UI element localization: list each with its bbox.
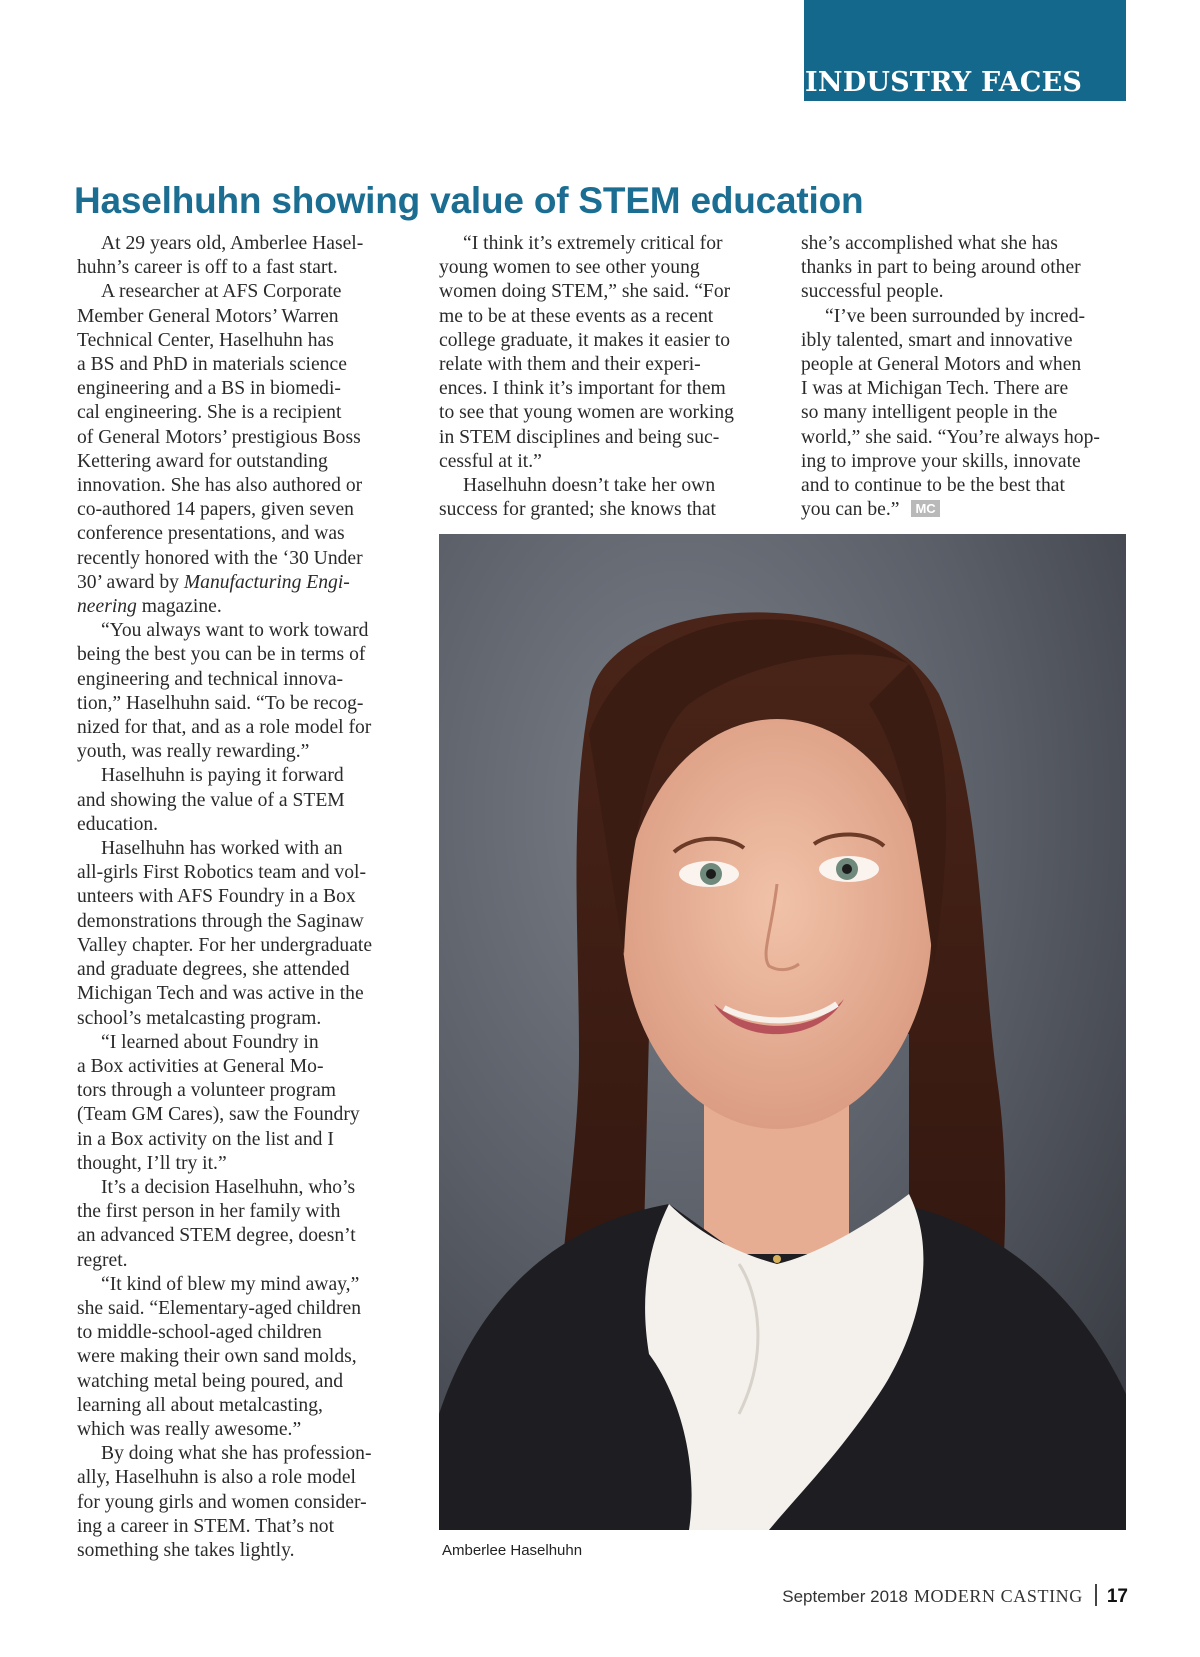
footer-divider — [1095, 1584, 1097, 1606]
page-footer — [782, 1584, 1128, 1608]
article-end-mark: MC — [911, 500, 939, 517]
body-line — [77, 377, 395, 401]
body-text: ences. I think it’s important for them — [439, 378, 726, 400]
body-line — [77, 982, 395, 1006]
body-text: success for granted; she knows that — [439, 499, 716, 521]
body-text: relate with them and their experi- — [439, 354, 701, 376]
body-line — [77, 1152, 395, 1176]
body-line — [77, 1176, 395, 1200]
body-line — [77, 885, 395, 909]
body-text: in a Box activity on the list and I — [77, 1128, 334, 1150]
body-text: By doing what she has profession- — [101, 1443, 372, 1465]
body-text: education. — [77, 813, 159, 835]
body-line — [77, 1442, 395, 1466]
body-text: 30’ award by — [77, 571, 184, 593]
article-column-3 — [801, 232, 1119, 522]
body-text: successful people. — [801, 281, 944, 303]
body-text: something she takes lightly. — [77, 1539, 295, 1561]
body-line — [77, 474, 395, 498]
body-line — [77, 329, 395, 353]
body-text: she’s accomplished what she has — [801, 233, 1058, 254]
body-line — [77, 426, 395, 450]
body-text: a BS and PhD in materials science — [77, 354, 347, 376]
body-line — [77, 1515, 395, 1539]
body-line — [77, 910, 395, 934]
body-text: cal engineering. She is a recipient — [77, 402, 342, 424]
body-text: an advanced STEM degree, doesn’t — [77, 1225, 356, 1247]
body-line — [77, 1055, 395, 1079]
body-line — [77, 1345, 395, 1369]
body-text: conference presentations, and was — [77, 523, 345, 545]
body-text: “It kind of blew my mind away,” — [101, 1273, 360, 1295]
body-line — [439, 426, 759, 450]
body-line — [801, 305, 1119, 329]
body-text: to see that young women are working — [439, 402, 734, 424]
article-column-1 — [77, 232, 395, 1563]
body-text: At 29 years old, Amberlee Hasel- — [101, 233, 364, 254]
body-line — [77, 740, 395, 764]
body-text: for young girls and women consider- — [77, 1491, 367, 1513]
body-line — [439, 305, 759, 329]
body-line — [77, 1224, 395, 1248]
body-text: ing to improve your skills, innovate — [801, 450, 1081, 472]
body-line — [77, 450, 395, 474]
body-text: Haselhuhn has worked with an — [101, 838, 343, 860]
magazine-name: MODERN CASTING — [913, 1586, 1083, 1606]
body-line — [77, 716, 395, 740]
body-line — [77, 1249, 395, 1273]
body-text: watching metal being poured, and — [77, 1370, 344, 1392]
body-text: the first person in her family with — [77, 1201, 341, 1223]
body-line — [439, 353, 759, 377]
body-text: engineering and a BS in biomedi- — [77, 378, 341, 400]
publication-title: neering — [77, 596, 137, 618]
body-text: and showing the value of a STEM — [77, 789, 345, 811]
body-text: nized for that, and as a role model for — [77, 717, 372, 739]
body-text: I was at Michigan Tech. There are — [801, 378, 1069, 400]
body-line — [801, 498, 1119, 522]
body-text: youth, was really rewarding.” — [77, 741, 310, 763]
body-line — [77, 1128, 395, 1152]
body-line — [439, 474, 759, 498]
body-line — [77, 1491, 395, 1515]
section-label: INDUSTRY FACES — [805, 67, 1083, 98]
body-line — [77, 764, 395, 788]
body-text: being the best you can be in terms of — [77, 644, 366, 666]
body-text: were making their own sand molds, — [77, 1346, 357, 1368]
body-text: me to be at these events as a recent — [439, 305, 714, 327]
body-text: co-authored 14 papers, given seven — [77, 499, 354, 521]
body-text: unteers with AFS Foundry in a Box — [77, 886, 356, 908]
body-line — [77, 1466, 395, 1490]
body-text: A researcher at AFS Corporate — [101, 281, 342, 303]
body-text: learning all about metalcasting, — [77, 1394, 323, 1416]
portrait-photo — [439, 534, 1126, 1530]
body-text: thanks in part to being around other — [801, 257, 1081, 279]
body-text: she said. “Elementary-aged children — [77, 1297, 361, 1319]
body-text: demonstrations through the Saginaw — [77, 910, 364, 932]
photo-caption: Amberlee Haselhuhn — [442, 1542, 583, 1559]
body-line — [77, 1103, 395, 1127]
body-line — [77, 522, 395, 546]
body-text: “I’ve been surrounded by incred- — [825, 305, 1086, 327]
body-text: “I think it’s extremely critical for — [463, 233, 723, 254]
publication-title: Manufacturing Engi- — [183, 571, 350, 593]
body-line — [801, 474, 1119, 498]
body-text: Technical Center, Haselhuhn has — [77, 329, 334, 351]
body-line — [77, 1539, 395, 1563]
body-text: which was really awesome.” — [77, 1418, 302, 1440]
body-line — [77, 1321, 395, 1345]
body-line — [77, 232, 395, 256]
body-line — [77, 1007, 395, 1031]
body-line — [77, 958, 395, 982]
body-line — [439, 401, 759, 425]
body-text: “I learned about Foundry in — [101, 1031, 319, 1053]
body-line — [77, 256, 395, 280]
body-text: Kettering award for outstanding — [77, 450, 328, 472]
body-line — [439, 329, 759, 353]
body-text: to middle-school-aged children — [77, 1322, 322, 1344]
body-text: and graduate degrees, she attended — [77, 959, 350, 981]
body-line — [77, 1079, 395, 1103]
body-line — [801, 280, 1119, 304]
body-text: school’s metalcasting program. — [77, 1007, 322, 1029]
body-line — [77, 1031, 395, 1055]
body-line — [439, 256, 759, 280]
body-line — [77, 643, 395, 667]
body-text: innovation. She has also authored or — [77, 475, 363, 497]
body-text: tors through a volunteer program — [77, 1080, 337, 1102]
body-text: engineering and technical innova- — [77, 668, 344, 690]
body-line — [77, 789, 395, 813]
body-text: It’s a decision Haselhuhn, who’s — [101, 1176, 356, 1198]
body-line — [439, 450, 759, 474]
body-text: a Box activities at General Mo- — [77, 1055, 324, 1077]
body-line — [77, 619, 395, 643]
body-text: Michigan Tech and was active in the — [77, 983, 364, 1005]
body-line — [801, 256, 1119, 280]
body-line — [77, 1418, 395, 1442]
body-line — [77, 1394, 395, 1418]
body-text: magazine. — [136, 596, 222, 618]
body-line — [77, 934, 395, 958]
body-line — [801, 329, 1119, 353]
body-text: Member General Motors’ Warren — [77, 305, 339, 327]
body-text: of General Motors’ prestigious Boss — [77, 426, 361, 448]
body-text: tion,” Haselhuhn said. “To be recog- — [77, 692, 364, 714]
body-text: young women to see other young — [439, 257, 700, 279]
body-line — [77, 861, 395, 885]
body-line — [77, 1370, 395, 1394]
body-text: “You always want to work toward — [101, 620, 369, 642]
body-line — [801, 353, 1119, 377]
body-line — [801, 401, 1119, 425]
body-text: Haselhuhn is paying it forward — [101, 765, 344, 787]
body-text: thought, I’ll try it.” — [77, 1152, 227, 1174]
body-line — [77, 498, 395, 522]
body-line — [77, 1200, 395, 1224]
body-line — [77, 668, 395, 692]
body-text: cessful at it.” — [439, 450, 542, 472]
body-text: women doing STEM,” she said. “For — [439, 281, 731, 303]
body-text: all-girls First Robotics team and vol- — [77, 862, 366, 884]
body-text: world,” she said. “You’re always hop- — [801, 426, 1100, 448]
body-line — [77, 837, 395, 861]
body-line — [77, 692, 395, 716]
body-line — [77, 595, 395, 619]
article-column-2 — [439, 232, 759, 522]
body-line — [801, 426, 1119, 450]
page-number: 17 — [1106, 1586, 1128, 1607]
body-text: people at General Motors and when — [801, 354, 1082, 376]
body-text: (Team GM Cares), saw the Foundry — [77, 1104, 360, 1126]
body-text: Valley chapter. For her undergraduate — [77, 934, 373, 956]
body-line — [801, 450, 1119, 474]
body-text: you can be.” — [801, 499, 900, 521]
body-line — [77, 1273, 395, 1297]
body-line — [77, 305, 395, 329]
issue-date: September 2018 — [782, 1587, 908, 1606]
body-line — [77, 571, 395, 595]
body-text: and to continue to be the best that — [801, 475, 1065, 497]
body-line — [77, 353, 395, 377]
body-line — [77, 813, 395, 837]
body-text: regret. — [77, 1249, 128, 1271]
portrait-illustration — [439, 534, 1126, 1530]
body-line — [801, 377, 1119, 401]
body-line — [77, 401, 395, 425]
body-line — [439, 498, 759, 522]
body-text: huhn’s career is off to a fast start. — [77, 257, 338, 279]
body-text: recently honored with the ‘30 Under — [77, 547, 363, 569]
body-line — [439, 280, 759, 304]
body-line — [801, 232, 1119, 256]
body-text: Haselhuhn doesn’t take her own — [463, 475, 716, 497]
body-line — [77, 547, 395, 571]
body-line — [77, 280, 395, 304]
body-text: college graduate, it makes it easier to — [439, 329, 731, 351]
body-text: ing a career in STEM. That’s not — [77, 1515, 335, 1537]
body-text: ibly talented, smart and innovative — [801, 329, 1073, 351]
body-line — [439, 377, 759, 401]
article-headline: Haselhuhn showing value of STEM education — [74, 180, 864, 221]
body-text: so many intelligent people in the — [801, 402, 1058, 424]
body-text: ally, Haselhuhn is also a role model — [77, 1467, 356, 1489]
body-line — [77, 1297, 395, 1321]
body-line — [439, 232, 759, 256]
body-text: in STEM disciplines and being suc- — [439, 426, 720, 448]
